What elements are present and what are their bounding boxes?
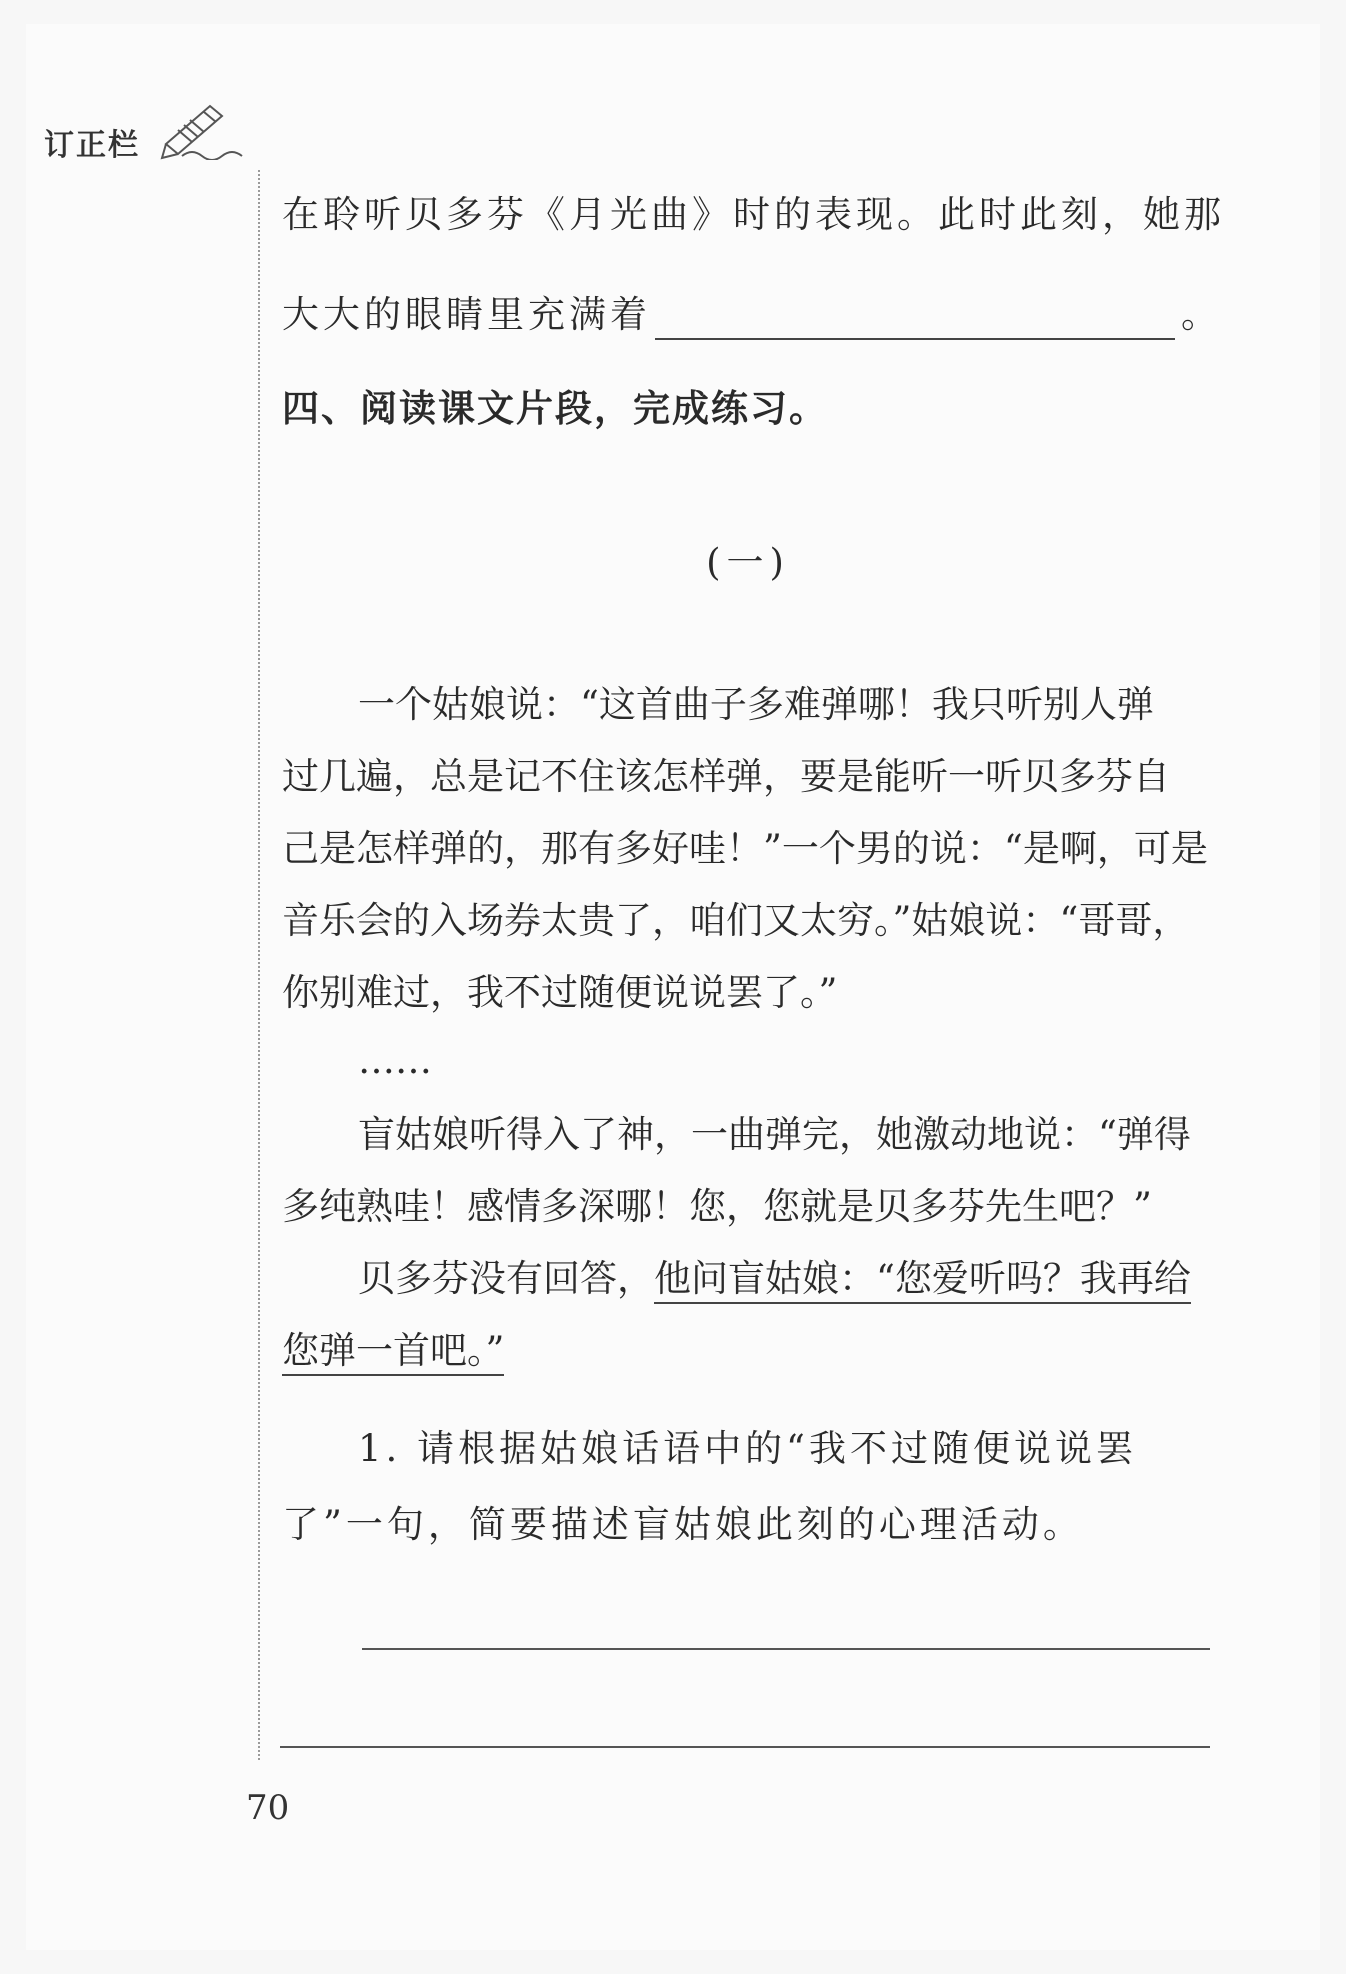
question-1-line-2: 了”一句，简要描述盲姑娘此刻的心理活动。 — [282, 1503, 1084, 1546]
passage-p2-line-1: 盲姑娘听得入了神，一曲弹完，她激动地说：“弹得 — [358, 1113, 1191, 1156]
passage-p3-line-1 — [358, 1254, 1212, 1304]
intro-line-1: 在聆听贝多芬《月光曲》时的表现。此时此刻，她那 — [282, 193, 1225, 236]
passage-p1-line-3: 己是怎样弹的，那有多好哇！”一个男的说：“是啊，可是 — [282, 827, 1208, 870]
passage-p1-line-2: 过几遍，总是记不住该怎样弹，要是能听一听贝多芬自 — [282, 755, 1170, 798]
section-heading: 四、阅读课文片段，完成练习。 — [282, 387, 828, 430]
passage-p3-line-2 — [282, 1326, 1212, 1376]
passage-p1-line-1: 一个姑娘说：“这首曲子多难弹哪！我只听别人弹 — [358, 683, 1154, 726]
page-number: 70 — [246, 1788, 290, 1828]
intro-line-2 — [282, 290, 1222, 340]
correction-column-label: 订正栏 — [44, 128, 140, 163]
passage-p2-line-2: 多纯熟哇！感情多深哪！您，您就是贝多芬先生吧？” — [282, 1185, 1152, 1228]
answer-line-2[interactable] — [280, 1746, 1210, 1748]
passage-p3-underlined-2: 您弹一首吧。” — [282, 1329, 504, 1376]
passage-number: (一) — [706, 541, 790, 584]
margin-dotted-rule — [258, 170, 260, 1760]
passage-ellipsis: …… — [358, 1039, 432, 1082]
intro-line-2-end: 。 — [1181, 293, 1222, 336]
answer-blank[interactable] — [655, 302, 1175, 340]
passage-p1-line-4: 音乐会的入场券太贵了，咱们又太穷。”姑娘说：“哥哥， — [282, 899, 1190, 942]
pencil-icon — [158, 100, 248, 160]
answer-line-1[interactable] — [362, 1648, 1210, 1650]
question-1-line-1: 1. 请根据姑娘话语中的“我不过随便说说罢 — [358, 1427, 1137, 1470]
passage-p3-plain: 贝多芬没有回答， — [358, 1257, 654, 1300]
passage-p1-line-5: 你别难过，我不过随便说说罢了。” — [282, 971, 838, 1014]
intro-line-2-text: 大大的眼睛里充满着 — [282, 293, 651, 336]
passage-p3-underlined: 他问盲姑娘：“您爱听吗？我再给 — [654, 1257, 1191, 1304]
